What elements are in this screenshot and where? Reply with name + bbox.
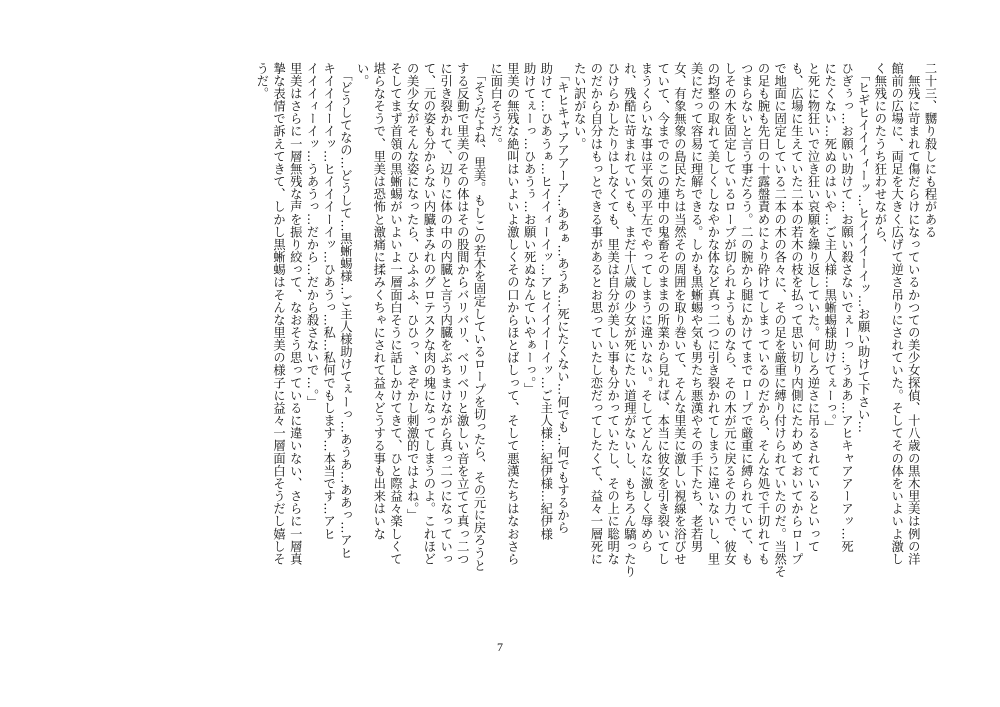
page-number: 7 — [497, 640, 503, 654]
paragraph: 「そうだよね、里美。もしこの若木を固定しているロープを切ったら、その元に戻ろうと する反動で里美のその体はその股間からバリバリ、ベリベリと激しい音を立てて真っ二つ に引き裂かれて、辺りに体の中の内臓と言う内臓をぶちまけながら真っ二つになっていっ て、元の姿も分からない内臓まみれのグロテスクな肉の塊になってしまうのよ。これほど の美少女がそんな姿になったら、ひふふふ、ひひっ、さぞかし刺激的ではよね。」 — [405, 62, 487, 572]
paragraph: 無残に苛まれて傷だらけになっているかつての美少女探偵、十八歳の黒木里美は例の洋 館前の広場に、両足を大きく広げて逆さ吊りにされていた。そしてその体をいよいよ激し く無残にのたうち狂わせながら、 — [872, 62, 921, 566]
paragraph: 里美の無残な絶叫はいよいよ激しくその口からほとばしって、そして悪漢たちはなおさら に面白そうだ。 — [488, 62, 520, 566]
paragraph: 「どうしてなの…どうして…黒蜥蜴様…ご主人様助けてぇーっ…あうあ…ああっ…アヒ キイイイーイッ…ヒイイイーイッ…ひあうっ…私…私何でもします…本当です…アヒ イイイィーイッ…うあうっ…だから…だから殺さないで…。」 — [304, 62, 353, 560]
paragraph: と死に物狂いで泣き狂い哀願を繰り返していた。何しろ逆さに吊るされているといって も、広場に生えていた二本の若木の枝を払って思い切り内側にたわめておいてからロープ で地面に固定している二本の木の各々に、その足を厳重に縛り付けられていたのだ。当然そ の足も腕も先日の十露盤責めにより砕けてしまっているのだから、そんな処で千切れても つまらないと言う事だろう。二の腕から腿にかけてまでロープで厳重に縛られていて、も しその木を固定しているロープが切られようものなら、その木が元に戻るその力で、彼女 の均整の取れて美しくしなやかな体など真っ二つに引き裂かれてしまうに違いないし、里 美にだって容易に理解できる。しかも黒蜥蜴や気も男たち悪漢やその手下たち、老若男 女、有象無象の島民たちは当然その周囲を取り巻いて、そんな里美に激しい視線を浴びせ ていて、今までのこの連中の鬼畜そのままの所業から見れば、本当に彼女を引き裂いてし まうくらいな事は平気の平左でやってしまうに違いない。そしてどんなに激しく辱めら れ、残酷に苛まれていても、まだ十八歳の少女が死にたい道理がないし、もちろん驕ったり ひけらかしたりはしなくても、里美は自分が美しい事も分かっていたし、その上に聡明な のだから自分はもっとできる事があるとお思っていたし恋だってしたくて、益々一層死に たい訳がない。 — [572, 62, 821, 578]
chapter-title: 二十三、嬲り殺しにも程がある — [923, 62, 937, 239]
paragraph: そしてまず首領の黒蜥蜴がいよいよ一層面白そうに話しかけてきて、ひと際益々楽しくて 堪らなそうで、里美は恐怖と激痛に揉みくちゃにされて益々どうする事も出来はいな い。 — [355, 62, 403, 566]
vertical-text-body — [48, 62, 938, 622]
paragraph: 「ヒギヒイイイィーッ…ヒイイイーイッ…お願い助けて下さい… ひぎぅっ…お願い助けて…お願い殺さないでぇーっ…うああ…アヒキャアアーアッ…死 にたくない…死ぬのはいや…ご主人様…黒蜥蜴様助けてぇーっ。」 — [822, 62, 871, 553]
paragraph: 里美はさらに一層無残な声を振り絞って、なおそう思っているに違いない、さらに一層真 摯な表情で訴えてきて、しかし黒蜥蜴はそんな里美の様子に益々一層面白そうだし嬉しそ うだ。 — [254, 62, 303, 566]
paragraph: 「キヒキャアアアーア…ああぁ…あうあ…死にたくない…何でも…何でもするから 助けて…ひあうぁ…ヒイイィーイッ…アヒイイイーイッ…ご主人様…紀伊様…紀伊様 助けてぇーっ…ひあうぅ…お願い死ぬなんていやぁーっ。」 — [522, 62, 570, 541]
